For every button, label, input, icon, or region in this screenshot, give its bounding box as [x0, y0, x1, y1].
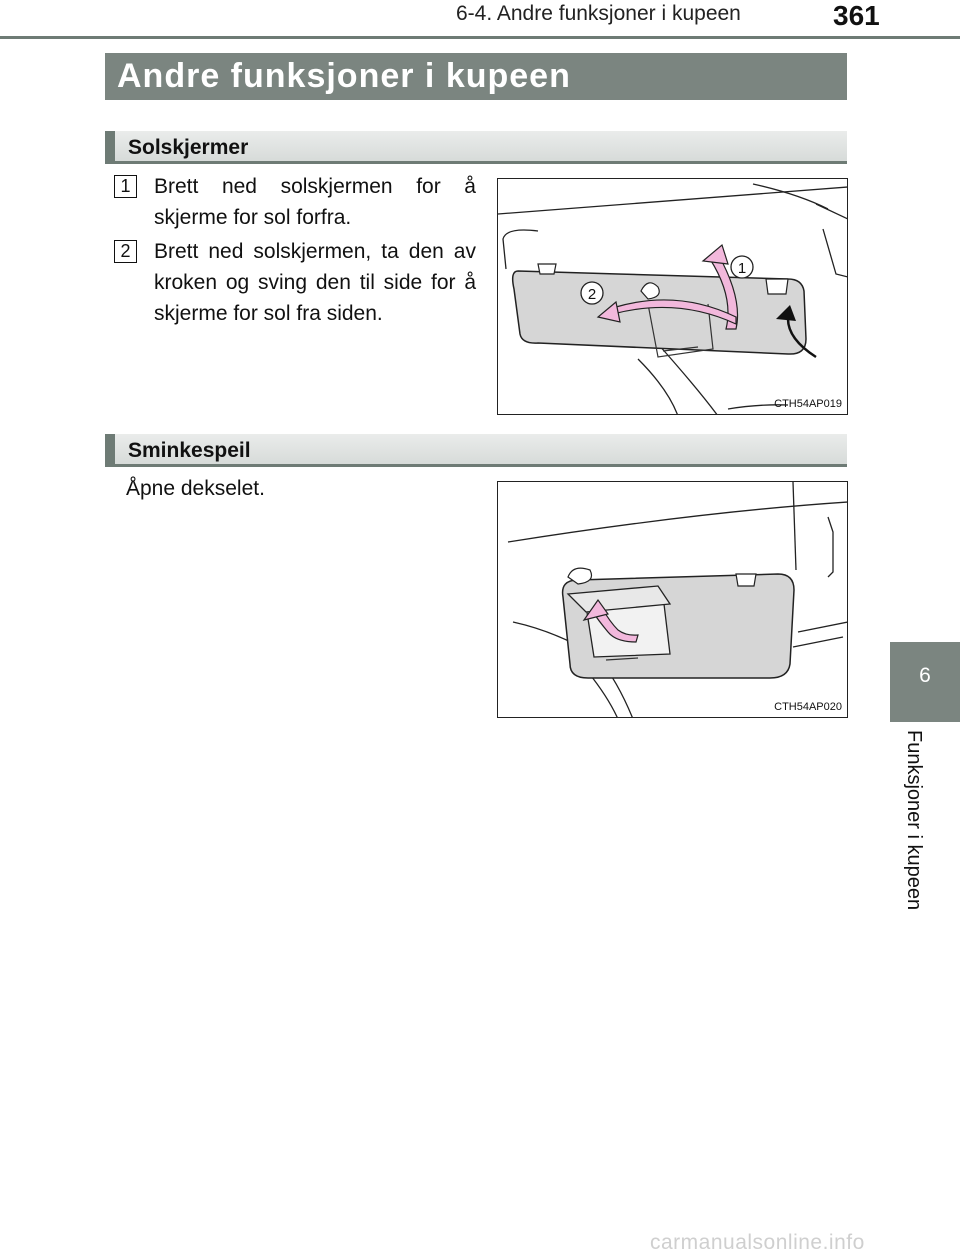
section-heading-sminkespeil [105, 434, 847, 467]
page-number: 361 [833, 0, 880, 31]
sun-visor-figure [497, 178, 848, 415]
chapter-number: 6 [919, 664, 931, 687]
section-title: Sminkespeil [128, 439, 251, 462]
figure-code: CTH54AP020 [774, 701, 842, 713]
chapter-side-label: Funksjoner i kupeen [903, 730, 925, 911]
callout-1: 1 [737, 260, 747, 277]
section-marker [105, 434, 115, 464]
callout-2: 2 [587, 286, 597, 303]
step-text: Brett ned solskjermen, ta den av kroken og sving den til side for å skjerme for sol fra siden. [154, 240, 476, 325]
sun-visor-panel [513, 271, 806, 354]
chapter-side-tab [890, 642, 960, 722]
section-marker [105, 131, 115, 161]
step-number: 2 [114, 240, 137, 263]
section-title: Solskjermer [128, 136, 249, 159]
step-2 [114, 236, 476, 329]
instruction-text: Åpne dekselet. [126, 477, 265, 500]
header-rule [0, 36, 960, 39]
watermark: carmanualsonline.info [650, 1231, 865, 1254]
step-1 [114, 171, 476, 233]
section-heading-solskjermer [105, 131, 847, 164]
step-text: Brett ned solskjermen for å skjerme for sol forfra. [154, 175, 476, 229]
chapter-title: Andre funksjoner i kupeen [105, 53, 847, 100]
step-number: 1 [114, 175, 137, 198]
vanity-mirror-figure [497, 481, 848, 718]
header-section-title: 6-4. Andre funksjoner i kupeen [456, 2, 741, 25]
figure-code: CTH54AP019 [774, 398, 842, 410]
